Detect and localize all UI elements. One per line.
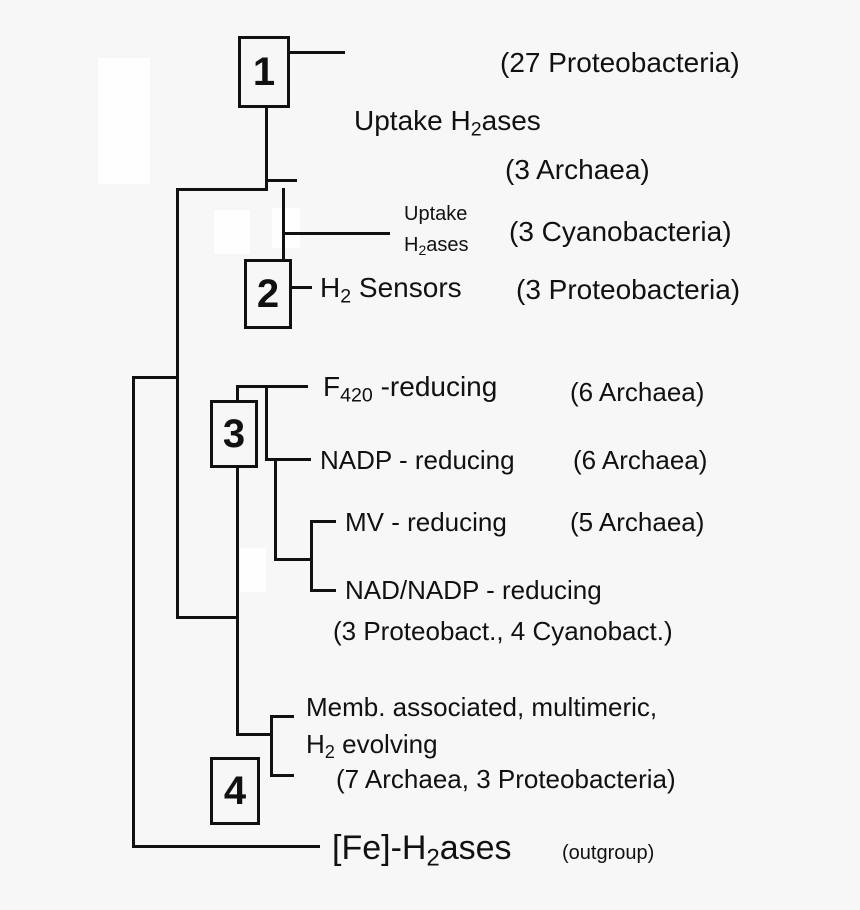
tree-branch-clade3b-vertical <box>274 458 277 560</box>
tree-branch-main-vertical <box>176 188 179 616</box>
label-proteobacteria-3: (3 Proteobacteria) <box>516 274 741 305</box>
tree-branch-root-vertical <box>132 376 135 848</box>
label-mv-reducing: MV - reducing <box>345 507 507 537</box>
label-outgroup: (outgroup) <box>562 842 655 864</box>
label-nad-nadp-reducing: NAD/NADP - reducing <box>345 575 602 605</box>
subscript-2: 2 <box>324 742 335 763</box>
label-proteobacteria-27: (27 Proteobacteria) <box>500 47 740 78</box>
subscript-2: 2 <box>470 118 482 141</box>
label-archaea-6-a: (6 Archaea) <box>570 377 705 407</box>
clade-box-1 <box>238 36 290 108</box>
tree-branch-root-horizontal <box>132 376 178 379</box>
tree-branch-cyanobacteria3 <box>282 232 390 235</box>
label-archaea-7-proteobacteria-3: (7 Archaea, 3 Proteobacteria) <box>336 764 676 794</box>
label-f420-reducing: $F_{420}$ -reducing <box>323 371 498 407</box>
label-archaea-6-b: (6 Archaea) <box>573 445 708 475</box>
tree-branch-clade4 <box>236 733 272 736</box>
tree-branch-mvnad-node <box>274 558 312 561</box>
label-h2-sensors: $H_2$ Sensors <box>320 272 462 308</box>
subscript-2: 2 <box>426 844 440 872</box>
tree-branch-nadnadp-reducing <box>310 589 336 592</box>
scan-artifact <box>98 58 150 184</box>
scan-artifact <box>240 548 266 592</box>
clade-box-3-label: 3 <box>222 412 246 456</box>
clade-box-1-label: 1 <box>252 50 276 94</box>
label-memb-associated: Memb. associated, multimeric, <box>306 692 658 722</box>
clade-box-3 <box>210 400 258 468</box>
clade-box-4-label: 4 <box>223 769 247 813</box>
label-archaea-5: (5 Archaea) <box>570 507 705 537</box>
subscript-420: 420 <box>340 384 373 407</box>
label-archaea-3: (3 Archaea) <box>505 154 650 185</box>
label-h2-evolving: $H_2$ evolving <box>306 729 438 763</box>
clade-box-4 <box>210 757 260 825</box>
tree-branch-mv-reducing <box>310 520 336 523</box>
subscript-2: 2 <box>340 285 352 308</box>
label-uptake-small-line1: Uptake <box>404 203 468 225</box>
label-proteobact-cyanobact: (3 Proteobact., 4 Cyanobact.) <box>333 616 673 646</box>
tree-branch-clade4-vertical <box>270 715 273 777</box>
scan-artifact <box>272 208 300 248</box>
tree-branch-clade3-vertical <box>265 385 268 460</box>
label-uptake-small-line2: $H_2ases$ <box>404 234 469 258</box>
tree-branch-mvnad-vertical <box>310 520 313 592</box>
subscript-2: 2 <box>418 241 427 258</box>
label-nadp-reducing: NADP - reducing <box>320 445 515 475</box>
clade-box-2 <box>244 259 292 329</box>
label-uptake-h2ases-group1: Uptake $H_2ases$ <box>354 105 541 141</box>
scan-artifact <box>214 210 250 254</box>
tree-branch-outgroup <box>132 845 320 848</box>
label-cyanobacteria-3: (3 Cyanobacteria) <box>509 216 732 247</box>
clade-box-2-label: 2 <box>256 272 280 316</box>
tree-branch-archaea3 <box>265 179 297 182</box>
tree-branch-clade12 <box>176 188 268 191</box>
tree-branch-clade4-top <box>270 715 294 718</box>
tree-branch-nadp <box>265 458 311 461</box>
tree-branch-f420 <box>236 385 308 388</box>
tree-branch-clade34 <box>176 616 238 619</box>
label-fe-h2ases: $[Fe]-H_2ases$ <box>332 829 512 872</box>
tree-branch-clade4-bottom <box>270 774 294 777</box>
